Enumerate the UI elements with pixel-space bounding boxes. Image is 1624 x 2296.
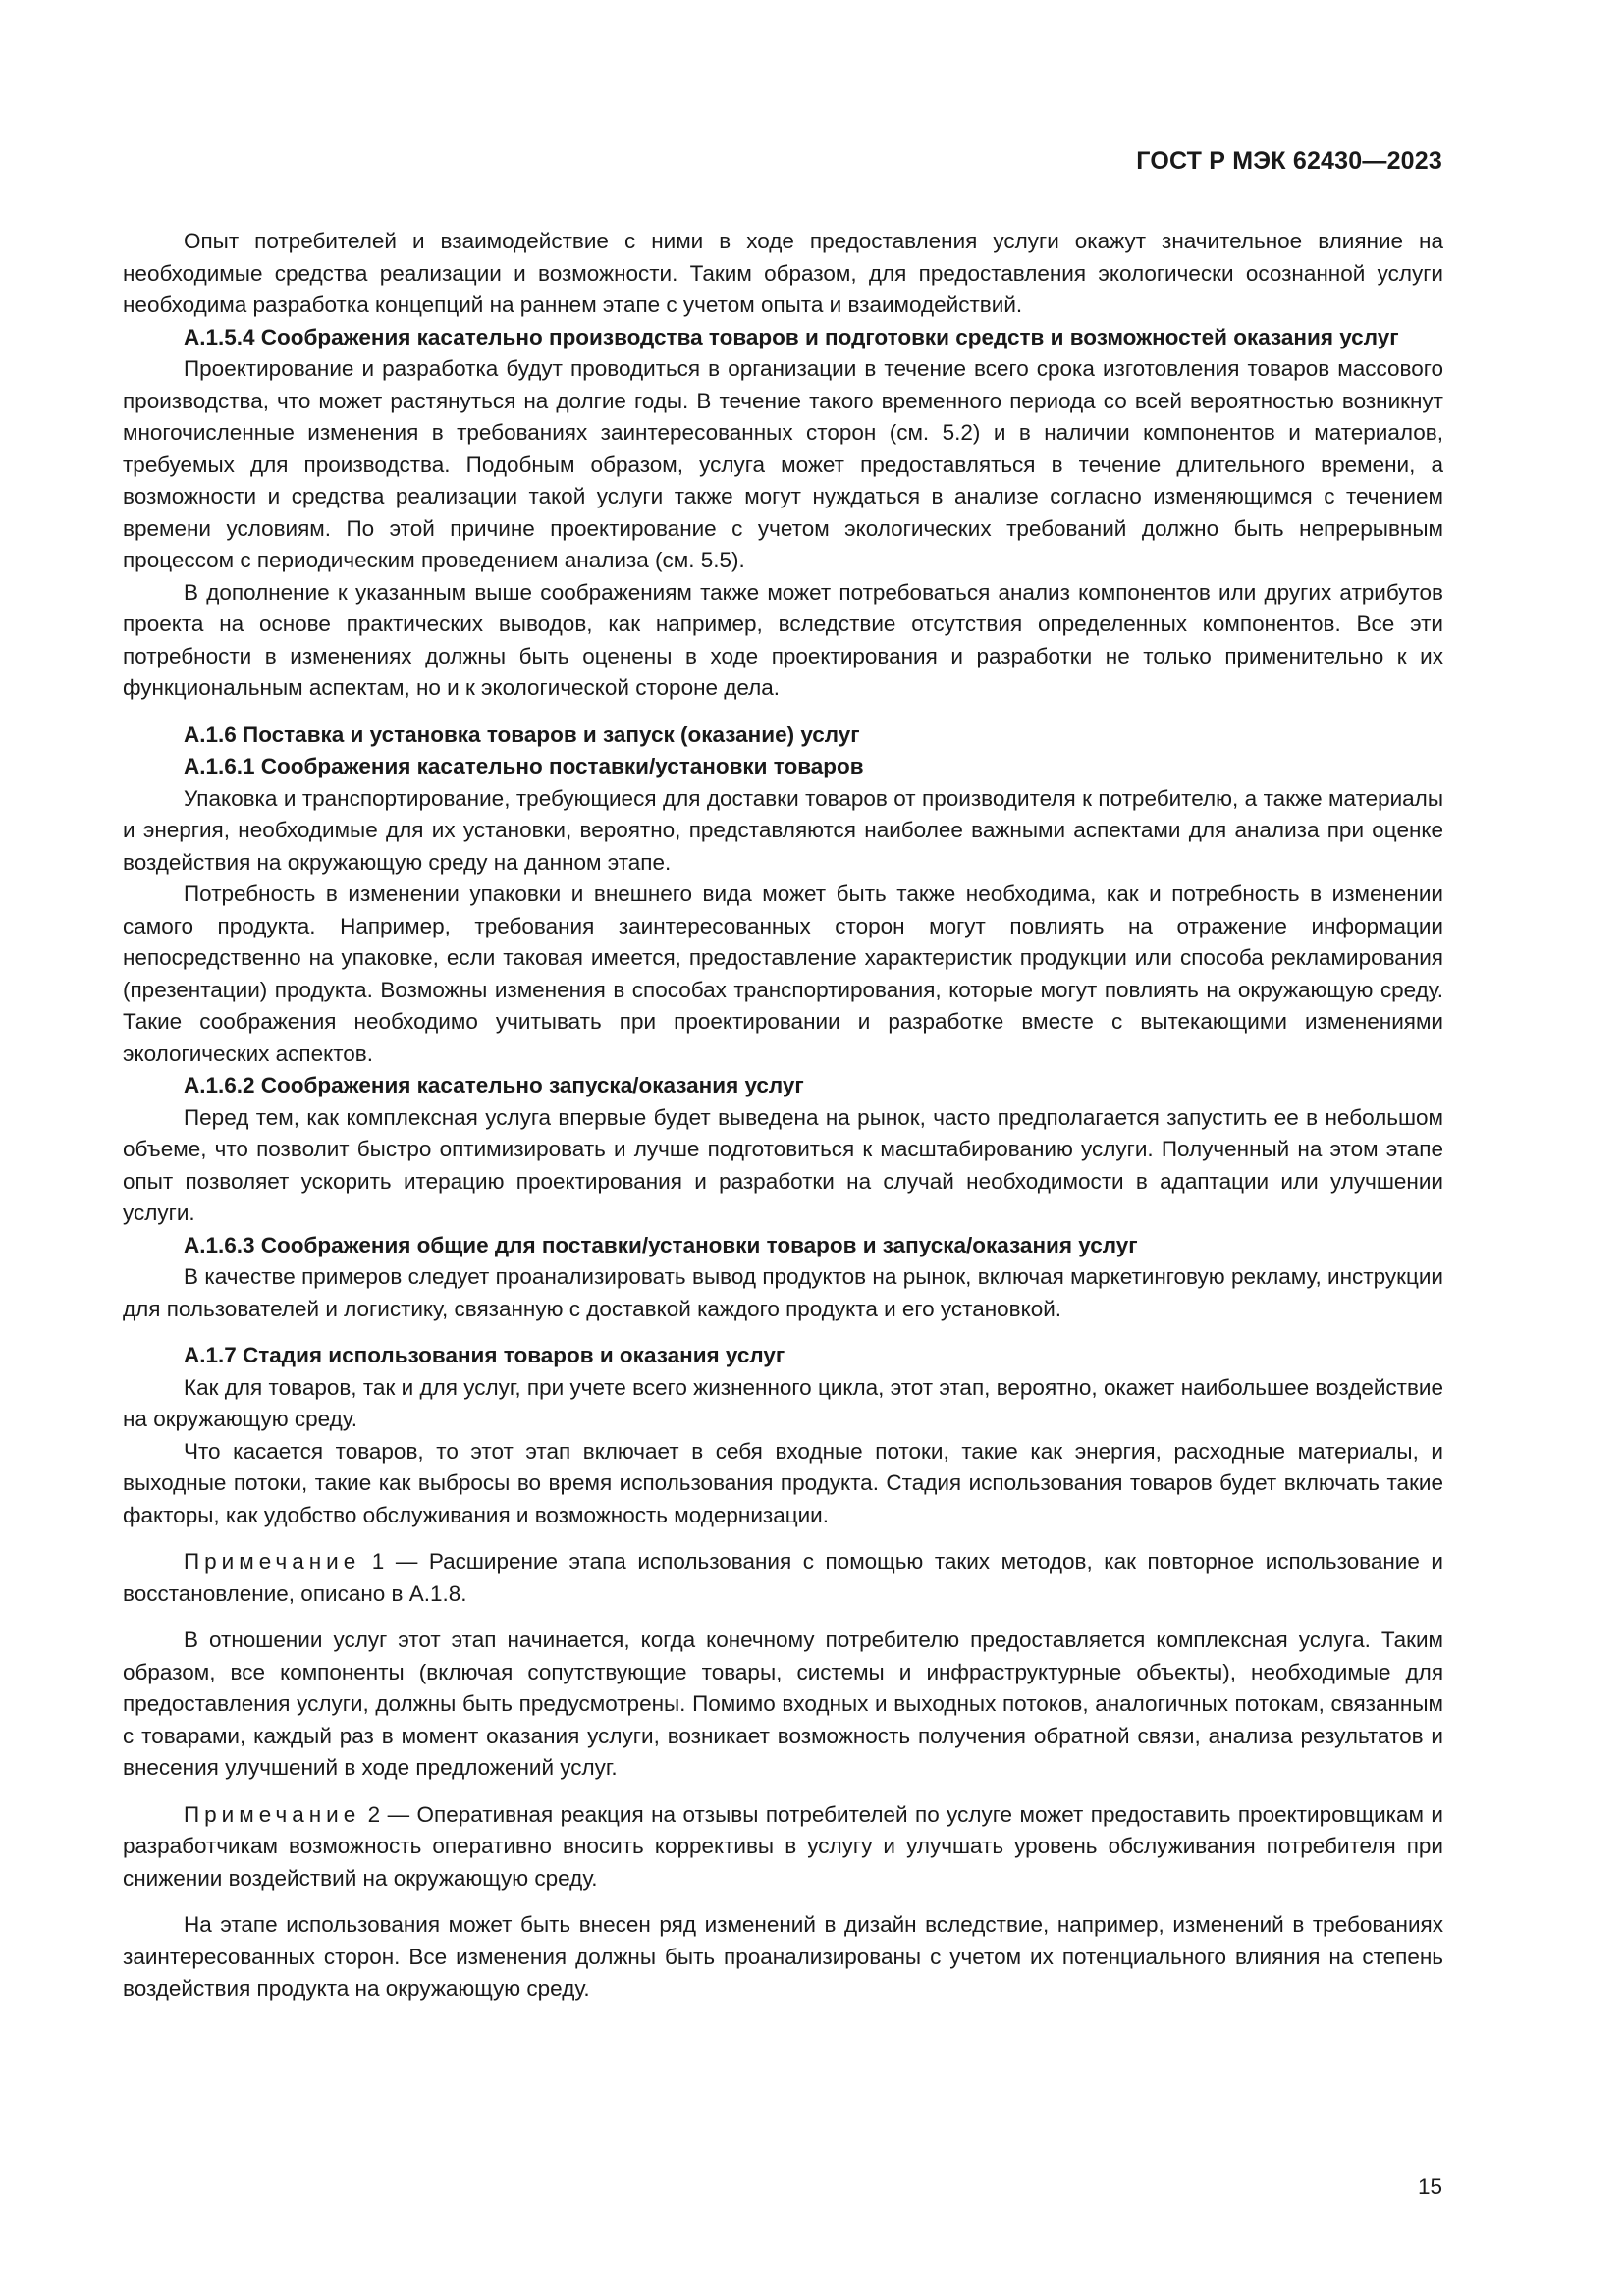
paragraph: В дополнение к указанным выше соображениям также может потребоваться анализ компонентов или других атрибутов проекта на основе практических выводов, как например, вследствие отсутствия определенных компонентов. Все эти потребности в изменениях должны быть оценены в ходе проектирования и разработки не только применительно к их функциональным аспектам, но и к экологической стороне дела. xyxy=(123,579,1443,700)
paragraph: В качестве примеров следует проанализировать вывод продуктов на рынок, включая маркетинговую рекламу, инструкции для пользователей и логистику, связанную с доставкой каждого продукта и его установкой. xyxy=(123,1264,1443,1321)
section-heading-a154: А.1.5.4 Соображения касательно производства товаров и подготовки средств и возможностей оказания услуг xyxy=(184,324,1399,349)
note-text: 2 — Оперативная реакция на отзывы потребителей по услуге может предоставить проектировщикам и разработчикам возможность оперативно вносить коррективы в услугу и улучшать уровень обслуживания потребителя при снижении воздействий на окружающую среду. xyxy=(123,1801,1443,1891)
paragraph: Что касается товаров, то этот этап включает в себя входные потоки, такие как энергия, расходные материалы, и выходные потоки, такие как выбросы во время использования продукта. Стадия использования товаров будет включать такие факторы, как удобство обслуживания и возможность модернизации. xyxy=(123,1438,1443,1527)
document-standard-header: ГОСТ Р МЭК 62430—2023 xyxy=(1136,147,1442,175)
paragraph: Потребность в изменении упаковки и внешнего вида может быть также необходима, как и потребность в изменении самого продукта. Например, требования заинтересованных сторон могут повлиять на отражение информации непосредственно на упаковке, если таковая имеется, предоставление характеристик продукции или способа рекламирования (презентации) продукта. Возможны изменения в способах транспортирования, которые могут повлиять на окружающую среду. Такие соображения необходимо учитывать при проектировании и разработке вместе с вытекающими изменениями экологических аспектов. xyxy=(123,881,1443,1066)
note-1 xyxy=(123,1546,1443,1610)
section-heading-a161: А.1.6.1 Соображения касательно поставки/установки товаров xyxy=(184,754,864,778)
paragraph: Упаковка и транспортирование, требующиеся для доставки товаров от производителя к потребителю, а также материалы и энергия, необходимые для их установки, вероятно, представляются наиболее важными аспектами для анализа при оценке воздействия на окружающую среду на данном этапе. xyxy=(123,785,1443,875)
paragraph: Опыт потребителей и взаимодействие с ними в ходе предоставления услуги окажут значительное влияние на необходимые средства реализации и возможности. Таким образом, для предоставления экологически осознанной услуги необходима разработка концепций на раннем этапе с учетом опыта и взаимодействий. xyxy=(123,229,1443,317)
paragraph: Проектирование и разработка будут проводиться в организации в течение всего срока изготовления товаров массового производства, что может растянуться на долгие годы. В течение такого временного периода со всей вероятностью возникнут многочисленные изменения в требованиях заинтересованных сторон (см. 5.2) и в наличии компонентов и материалов, требуемых для производства. Подобным образом, услуга может предоставляться в течение длительного времени, а возможности и средства реализации такой услуги также могут нуждаться в анализе согласно изменяющимся с течением времени условиям. По этой причине проектирование с учетом экологических требований должно быть непрерывным процессом с периодическим проведением анализа (см. 5.5). xyxy=(123,356,1443,572)
note-text: 1 — Расширение этапа использования с помощью таких методов, как повторное использование и восстановление, описано в А.1.8. xyxy=(123,1549,1443,1606)
section-heading-a16: А.1.6 Поставка и установка товаров и запуск (оказание) услуг xyxy=(184,721,860,747)
paragraph: Перед тем, как комплексная услуга впервые будет выведена на рынок, часто предполагается запустить ее в небольшом объеме, что позволит быстро оптимизировать и лучше подготовиться к масштабированию услуги. Полученный на этом этапе опыт позволяет ускорить итерацию проектирования и разработки на случай необходимости в адаптации или улучшении услуги. xyxy=(123,1104,1443,1225)
page-content xyxy=(123,226,1443,2005)
note-2 xyxy=(123,1799,1443,1896)
paragraph: Как для товаров, так и для услуг, при учете всего жизненного цикла, этот этап, вероятно, окажет наибольшее воздействие на окружающую среду. xyxy=(123,1374,1443,1431)
paragraph: В отношении услуг этот этап начинается, когда конечному потребителю предоставляется комплексная услуга. Таким образом, все компоненты (включая сопутствующие товары, системы и инфраструктурные объекты), необходимые для предоставления услуги, должны быть предусмотрены. Помимо входных и выходных потоков, аналогичных потокам, связанным с товарами, каждый раз в момент оказания услуги, возникает возможность получения обратной связи, анализа результатов и внесения улучшений в ходе предложений услуг. xyxy=(123,1628,1443,1780)
note-label: Примечание xyxy=(184,1801,361,1827)
section-heading-a17: А.1.7 Стадия использования товаров и оказания услуг xyxy=(184,1343,785,1367)
page-number: 15 xyxy=(1417,2174,1442,2199)
section-heading-a162: А.1.6.2 Соображения касательно запуска/оказания услуг xyxy=(184,1073,804,1097)
section-heading-a163: А.1.6.3 Соображения общие для поставки/установки товаров и запуска/оказания услуг xyxy=(184,1232,1138,1257)
note-label: Примечание xyxy=(184,1549,361,1574)
paragraph: На этапе использования может быть внесен ряд изменений в дизайн вследствие, например, изменений в требованиях заинтересованных сторон. Все изменения должны быть проанализированы с учетом их потенциального влияния на степень воздействия продукта на окружающую среду. xyxy=(123,1912,1443,2001)
